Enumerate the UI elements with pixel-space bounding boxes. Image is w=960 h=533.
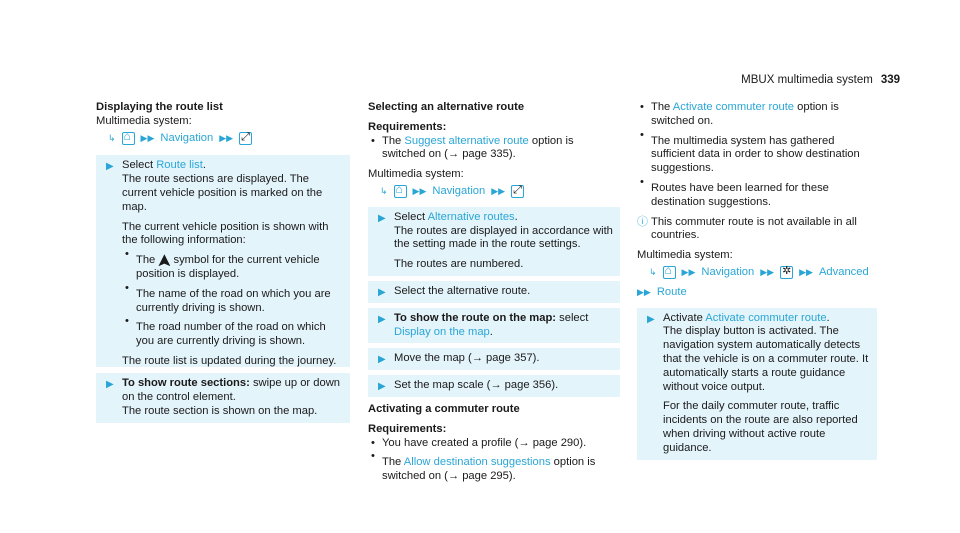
- step-arrow-icon: ▶: [106, 379, 114, 391]
- intro-text: Multimedia system:: [368, 168, 464, 181]
- home-icon: [394, 185, 407, 198]
- step-show-route-sections: ▶ To show route sections: swipe up or down on the control element. The route section is shown on the map.: [96, 373, 350, 422]
- step-show-on-map: ▶ To show the route on the map: select Display on the map.: [368, 308, 620, 344]
- step-text: The route sections are displayed. The current vehicle position is marked on the map.: [122, 173, 323, 213]
- list-item: • The Activate commuter route option is switched on.: [637, 101, 877, 129]
- link-alternative-routes: Alternative routes: [427, 210, 515, 223]
- step-arrow-icon: ▶: [106, 161, 114, 173]
- menu-path: [380, 185, 620, 199]
- menu-item-navigation: Navigation: [432, 184, 486, 197]
- chevron-right-icon: ▶▶: [491, 185, 506, 196]
- menu-item-navigation: Navigation: [701, 265, 755, 278]
- list-item: • The name of the road on which you are currently driving is shown.: [122, 282, 344, 316]
- menu-path: [637, 266, 877, 300]
- vehicle-position-icon: [158, 254, 170, 266]
- list-item: • The symbol for the current vehicle position is displayed.: [122, 248, 344, 282]
- step-arrow-icon: ▶: [378, 354, 386, 366]
- list-item: • The Suggest alternative route option is switched on (→ page 335).: [368, 135, 620, 163]
- link-route-list: Route list: [156, 159, 203, 172]
- chevron-right-icon: ▶▶: [140, 132, 155, 143]
- link-activate-commuter-route: Activate commuter route: [705, 311, 827, 324]
- step-arrow-icon: ▶: [378, 381, 386, 393]
- header-title: MBUX multimedia system: [741, 74, 873, 86]
- step-arrow-icon: ▶: [378, 286, 386, 298]
- path-arrow-icon: ↳: [108, 132, 116, 143]
- link-display-on-map: Display on the map: [394, 325, 490, 338]
- route-options-icon: [511, 185, 524, 198]
- info-icon: ⓘ: [637, 215, 648, 228]
- column-2: [368, 101, 620, 484]
- page-number: 339: [880, 74, 900, 86]
- info-note: ⓘ This commuter route is not available in all countries.: [637, 215, 857, 242]
- menu-path: [108, 132, 350, 146]
- list-item: • The road number of the road on which you are currently driving is shown.: [122, 315, 344, 349]
- list-item: • Routes have been learned for these destination suggestions.: [637, 176, 877, 210]
- menu-item-route: Route: [656, 285, 687, 298]
- requirements-label: Requirements:: [368, 422, 447, 435]
- step-activate-commuter: ▶ Activate Activate commuter route. The display button is activated. The navigation system automatically detects that the vehicle is on a commuter route. It automatically starts a route guidance without voice output. For the daily commuter route, traffic incidents on the route are also reported when driving without active route guidance.: [637, 308, 877, 460]
- section-heading-alternative-route: Selecting an alternative route: [368, 101, 525, 113]
- column-3: [637, 101, 877, 460]
- route-options-icon: [239, 132, 252, 145]
- settings-icon: [780, 266, 793, 279]
- intro-text: Multimedia system:: [96, 114, 192, 127]
- step-arrow-icon: ▶: [378, 212, 386, 224]
- chevron-right-icon: ▶▶: [760, 266, 775, 277]
- list-item: • The Allow destination suggestions option is switched on (→ page 295).: [368, 450, 620, 484]
- menu-item-advanced: Advanced: [818, 265, 869, 278]
- menu-item-navigation: Navigation: [160, 131, 214, 144]
- step-select-route: ▶ Select the alternative route.: [368, 281, 620, 303]
- chevron-right-icon: ▶▶: [681, 266, 696, 277]
- requirements-label: Requirements:: [368, 120, 447, 133]
- list-item: • The multimedia system has gathered sufficient data in order to show destination suggestions.: [637, 129, 877, 176]
- step-select-route-list: ▶ Select Route list. The route sections are displayed. The current vehicle position is marked on the map. The current vehicle position is shown with the following information: • The symbol for the current vehicle position is displayed. • The name of the road on which you are currently driving is shown. • The road number of the road on which you are currently driving is shown. The route list is updated during the journey.: [96, 155, 350, 367]
- section-heading-route-list: Displaying the route list: [96, 101, 223, 113]
- intro-text: Multimedia system:: [637, 249, 733, 262]
- chevron-right-icon: ▶▶: [219, 132, 234, 143]
- step-text: The current vehicle position is shown with the following information:: [122, 220, 329, 247]
- link-suggest-alternative-route: Suggest alternative route: [404, 134, 529, 147]
- path-arrow-icon: ↳: [649, 266, 657, 277]
- link-allow-destination-suggestions: Allow destination suggestions: [403, 456, 551, 469]
- step-arrow-icon: ▶: [378, 313, 386, 325]
- step-arrow-icon: ▶: [647, 313, 655, 325]
- step-text: The route list is updated during the journey.: [122, 354, 337, 367]
- home-icon: [122, 132, 135, 145]
- section-heading-commuter-route: Activating a commuter route: [368, 402, 520, 415]
- path-arrow-icon: ↳: [380, 185, 388, 196]
- step-select-alternative: ▶ Select Alternative routes. The routes are displayed in accordance with the setting made in the route settings. The routes are numbered.: [368, 207, 620, 276]
- column-1: [96, 101, 350, 423]
- step-map-scale: ▶ Set the map scale (→ page 356).: [368, 375, 620, 397]
- chevron-right-icon: ▶▶: [799, 266, 813, 277]
- chevron-right-icon: ▶▶: [637, 286, 651, 297]
- step-move-map: ▶ Move the map (→ page 357).: [368, 348, 620, 370]
- home-icon: [663, 266, 676, 279]
- list-item: • You have created a profile (→ page 290).: [368, 437, 620, 451]
- page-header: [741, 74, 900, 88]
- chevron-right-icon: ▶▶: [412, 185, 427, 196]
- link-activate-commuter-route: Activate commuter route: [672, 101, 795, 113]
